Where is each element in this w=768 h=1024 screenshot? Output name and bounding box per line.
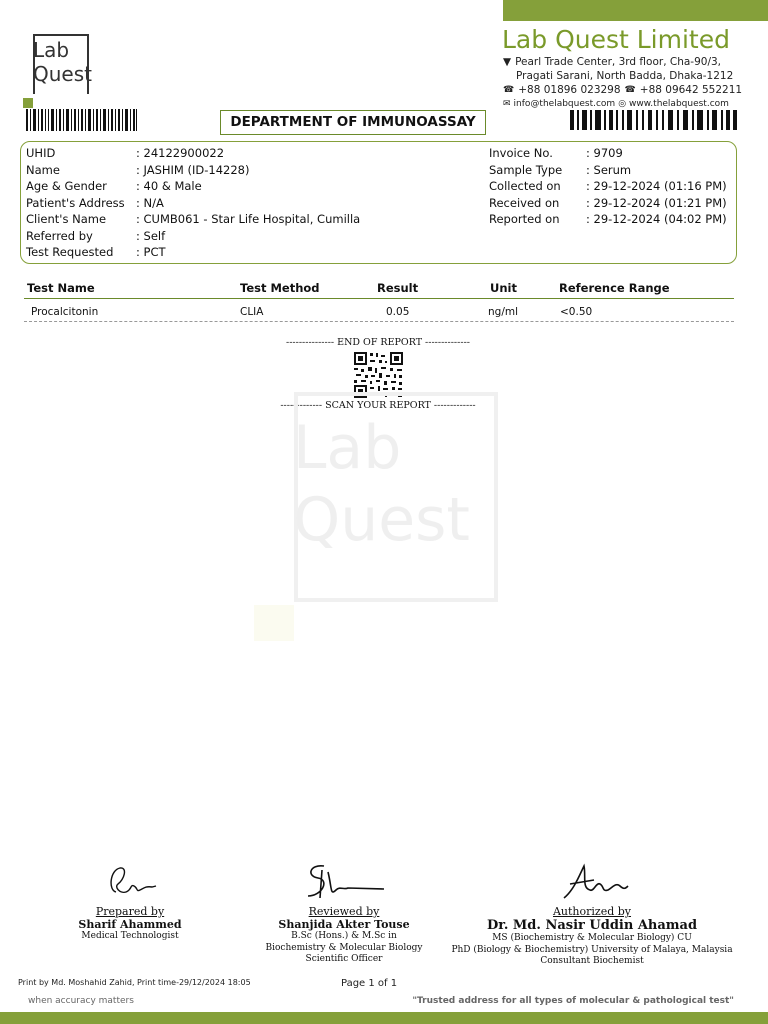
cell-test-name: Procalcitonin bbox=[31, 306, 99, 318]
authorized-by-qualification-1: MS (Biochemistry & Molecular Biology) CU bbox=[492, 933, 692, 943]
barcode-left bbox=[26, 109, 138, 131]
signature-block-reviewed bbox=[254, 905, 434, 966]
email-icon: ✉ bbox=[503, 99, 511, 109]
info-label: UHID bbox=[26, 146, 56, 160]
globe-icon: ◎ bbox=[618, 99, 627, 109]
phone-landline: +88 09642 552211 bbox=[639, 84, 743, 96]
info-value: : 9709 bbox=[586, 146, 623, 160]
col-header-reference-range: Reference Range bbox=[559, 281, 670, 295]
info-value: : 29-12-2024 (01:21 PM) bbox=[586, 195, 727, 210]
telephone-icon: ☎ bbox=[624, 85, 636, 95]
print-info: Print by Md. Moshahid Zahid, Print time-29/12/2024 18:05 bbox=[18, 978, 251, 987]
info-value: : Serum bbox=[586, 162, 632, 177]
watermark-accent-square bbox=[254, 605, 294, 641]
scan-your-report: ------------- SCAN YOUR REPORT ------------- bbox=[280, 400, 476, 411]
company-name: Lab Quest Limited bbox=[502, 25, 730, 54]
phone-mobile: +88 01896 023298 bbox=[518, 84, 621, 96]
address-block bbox=[503, 55, 742, 111]
watermark-logo bbox=[293, 412, 470, 556]
address-line-2: Pragati Sarani, North Badda, Dhaka-1212 bbox=[516, 70, 734, 82]
email-link[interactable]: info@thelabquest.com bbox=[513, 99, 616, 109]
info-value: : PCT bbox=[136, 245, 166, 259]
contact-row bbox=[503, 97, 742, 111]
tagline-right: "Trusted address for all types of molecular & pathological test" bbox=[412, 996, 734, 1006]
table-header-divider bbox=[24, 298, 734, 299]
watermark-line-1: Lab bbox=[293, 413, 402, 483]
address-line-1: Pearl Trade Center, 3rd floor, Cha-90/3, bbox=[515, 56, 721, 68]
logo bbox=[33, 38, 92, 86]
authorized-by-qualification-2: PhD (Biology & Biochemistry) University of Malaya, Malaysia bbox=[451, 944, 733, 955]
cell-unit: ng/ml bbox=[488, 306, 519, 318]
info-label: Test Requested bbox=[26, 245, 114, 259]
prepared-by-label: Prepared by bbox=[95, 905, 165, 918]
cell-reference-range: <0.50 bbox=[560, 306, 593, 318]
table-row-divider bbox=[24, 321, 734, 322]
signature-block-authorized bbox=[446, 905, 738, 968]
phone-icon: ☎ bbox=[503, 85, 515, 95]
page-number: Page 1 of 1 bbox=[341, 978, 398, 989]
info-label: Sample Type bbox=[489, 162, 563, 177]
info-label: Reported on bbox=[489, 212, 560, 226]
info-label: Received on bbox=[489, 195, 560, 210]
authorized-by-label: Authorized by bbox=[552, 905, 632, 918]
info-label: Referred by bbox=[26, 228, 93, 243]
col-header-test-name: Test Name bbox=[27, 281, 95, 295]
col-header-unit: Unit bbox=[490, 281, 517, 295]
cell-result: 0.05 bbox=[386, 306, 410, 318]
info-label: Collected on bbox=[489, 179, 561, 193]
signature-prepared bbox=[106, 862, 158, 900]
info-value: : 40 & Male bbox=[136, 179, 202, 193]
logo-line-1: Lab bbox=[33, 38, 70, 62]
location-pin-icon: ▼ bbox=[503, 56, 512, 68]
logo-accent-square bbox=[23, 98, 33, 108]
signature-reviewed bbox=[300, 862, 388, 902]
info-value: : N/A bbox=[136, 195, 164, 210]
cell-test-method: CLIA bbox=[240, 306, 264, 318]
address-row-1 bbox=[503, 55, 742, 69]
website-link[interactable]: www.thelabquest.com bbox=[629, 99, 729, 109]
bottom-brand-bar bbox=[0, 1012, 768, 1024]
reviewed-by-qualification-1: B.Sc (Hons.) & M.Sc in bbox=[291, 931, 397, 941]
info-value: : 29-12-2024 (04:02 PM) bbox=[586, 212, 727, 226]
prepared-by-role: Medical Technologist bbox=[81, 931, 179, 941]
info-value: : CUMB061 - Star Life Hospital, Cumilla bbox=[136, 212, 361, 226]
info-label: Patient's Address bbox=[26, 195, 125, 210]
top-brand-bar bbox=[503, 0, 768, 21]
info-value: : Self bbox=[136, 228, 166, 243]
prepared-by-name: Sharif Ahammed bbox=[78, 918, 182, 931]
signature-authorized bbox=[560, 862, 630, 902]
info-value: : JASHIM (ID-14228) bbox=[136, 162, 250, 177]
department-title: DEPARTMENT OF IMMUNOASSAY bbox=[220, 110, 486, 135]
phone-row bbox=[503, 83, 742, 97]
reviewed-by-name: Shanjida Akter Touse bbox=[278, 918, 410, 931]
reviewed-by-qualification-2: Biochemistry & Molecular Biology bbox=[265, 942, 423, 953]
col-header-test-method: Test Method bbox=[240, 281, 320, 295]
info-label: Invoice No. bbox=[489, 146, 553, 160]
logo-line-2: Quest bbox=[33, 62, 92, 86]
authorized-by-role: Consultant Biochemist bbox=[540, 956, 644, 966]
barcode-right bbox=[570, 110, 737, 132]
watermark-line-2: Quest bbox=[293, 485, 470, 555]
info-value: : 24122900022 bbox=[136, 146, 225, 160]
info-label: Name bbox=[26, 162, 60, 177]
info-label: Age & Gender bbox=[26, 179, 107, 193]
reviewed-by-label: Reviewed by bbox=[308, 905, 380, 918]
signature-block-prepared bbox=[65, 905, 195, 943]
info-label: Client's Name bbox=[26, 212, 107, 226]
reviewed-by-role: Scientific Officer bbox=[305, 954, 383, 964]
authorized-by-name: Dr. Md. Nasir Uddin Ahamad bbox=[486, 918, 698, 933]
tagline-left: when accuracy matters bbox=[28, 996, 134, 1006]
end-of-report: --------------- END OF REPORT -------------- bbox=[285, 337, 470, 348]
col-header-result: Result bbox=[377, 281, 419, 295]
info-value: : 29-12-2024 (01:16 PM) bbox=[586, 179, 727, 193]
